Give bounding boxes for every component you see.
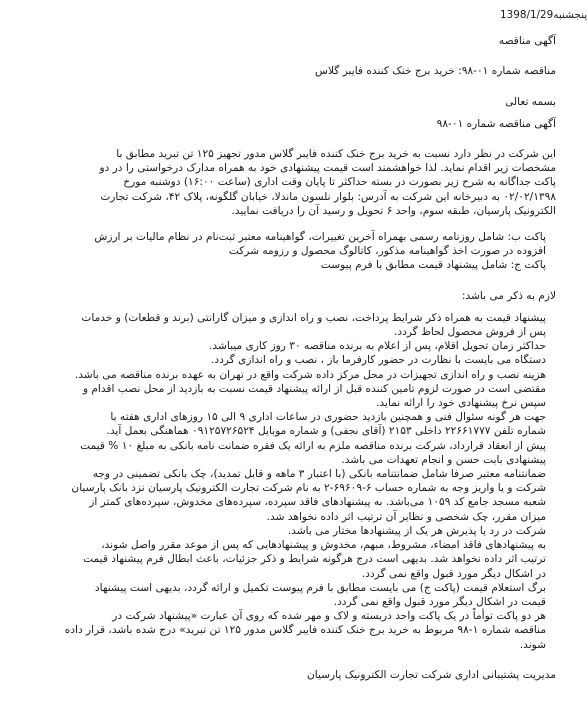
requirement-line: پیشنهادی بابت حسن و انجام تعهدات می باشد. xyxy=(341,453,546,466)
requirement-line: شعبه مسجد جامع کد ۱۰۵۹ می‌باشد. به پیشنهادهای فاقد سپرده، سپرده‌های مخدوش، سپرده‌های کمتر از xyxy=(89,496,546,509)
requirement-line: به پیشنهادهای فاقد امضاء، مشروط، مبهم، مخدوش و پیشنهادهایی که پس از موعد مقرر واصل شوند، xyxy=(101,539,546,552)
requirement-line: پیش از انعقاد قرارداد، شرکت برنده مناقصه ملزم به ارائه یک فقره ضمانت نامه بانکی به مبلغ ۱۰ % قیمت xyxy=(80,439,546,452)
requirement-line: برگ استعلام قیمت (پاکت ج) می بایست مطابق با فرم پیوست تکمیل و ارائه گردد، بدیهی است پیشنهاد xyxy=(94,581,546,594)
notice-number: آگهی مناقصه شماره ۰۱-۹۸ xyxy=(436,117,556,130)
requirement-line: پیشنهاد قیمت به همراه ذکر شرایط پرداخت، نصب و راه اندازی و میزان گارانتی (برند و قطعات) و خدمات xyxy=(81,311,546,324)
basmala: بسمه تعالی xyxy=(505,95,556,108)
envelope-line: افزوده در صورت اخذ گواهینامه مذکور، کاتالوگ محصول و رزومه شرکت xyxy=(228,245,546,258)
requirement-line: شرکت در رد یا پذیرش هر یک از پیشنهادها مختار می باشد. xyxy=(287,524,546,537)
requirement-line: ضمانتنامه معتبر صرفا شامل ضمانتنامه بانکی (با اعتبار ۳ ماهه و قابل تمدید)، چک بانکی تضمینی در وجه xyxy=(92,468,546,481)
intro-line: الکترونیک پارسیان، طبقه سوم، واحد ۶ تحویل و رسید آن را دریافت نمایید. xyxy=(231,204,556,217)
notice-heading: آگهی مناقصه xyxy=(498,35,556,48)
requirement-line: جهت هر گونه سئوال فنی و همچنین بازدید حضوری در ساعات اداری ۹ الی ۱۵ روزهای اداری هفته با xyxy=(110,411,546,424)
requirement-line: میزان مقرر، چک شخصی و نظایر آن ترتیب اثر داده نخواهد شد. xyxy=(266,510,546,523)
intro-paragraph xyxy=(10,147,556,218)
requirement-line: شوند. xyxy=(519,638,546,651)
intro-line: پاکت جداگانه به شرح زیر بصورت در بسته حداکثر تا پایان وقت اداری (ساعت ۱۶:۰۰) دوشنبه مورخ xyxy=(123,176,556,189)
requirement-line: مقتضی است در صورت لزوم تامین کننده قبل از ارائه پیشنهاد قیمت نسبت به بازدید از محل نصب اقدام و xyxy=(82,382,546,395)
requirement-line: هزینه نصب و راه اندازی تجهیزات در محل مرکز داده شرکت واقع در تهران به عهده برنده مناقصه می باشد. xyxy=(74,368,546,381)
intro-line: مشخصات زیر اقدام نماید. لذا خواهشمند است قیمت پیشنهادی خود به همراه مدارک درخواستی را در دو xyxy=(99,162,556,175)
signature: مدیریت پشتیبانی اداری شرکت تجارت الکترونیک پارسیان xyxy=(306,668,556,681)
intro-line: این شرکت در نظر دارد نسبت به خرید برج خنک کننده فایبر گلاس مدور تجهیز ۱۲۵ تن تبرید مطابق با xyxy=(116,148,556,161)
requirement-line: مناقصه شماره ۱-۹۸ مربوط به خرید برج خنک کننده فایبر گلاس مدور ۱۲۵ تن تبرید» درج شده باشد، قرار داده xyxy=(64,624,546,637)
envelope-line: پاکت ب: شامل روزنامه رسمی بهمراه آخرین تغییرات، گواهینامه معتبر ثبت‌نام در نظام مالیات بر ارزش xyxy=(94,231,546,244)
envelopes-paragraph xyxy=(10,230,556,273)
requirements-list xyxy=(10,311,556,652)
requirement-line: هر دو پاکت توأماً در یک پاکت واحد دربسته و لاک و مهر شده که روی آن عبارت «پیشنهاد شرکت در xyxy=(112,610,546,623)
requirement-line: پس از فروش محصول لحاظ گردد. xyxy=(394,326,546,339)
requirement-line: ترتیب اثر داده نخواهد شد. بدیهی است درج هرگونه شرایط و ذکر جزئیات، باعث ابطال فرم پیشنهاد قیمت xyxy=(83,553,546,566)
envelope-line: پاکت ج: شامل پیشنهاد قیمت مطابق با فرم پیوست xyxy=(320,259,546,272)
intro-line: ۰۲/۰۲/۱۳۹۸ به دبیرخانه این شرکت به آدرس: بلوار نلسون ماندلا، خیابان گلگونه، پلاک ۴۲، شرکت تجارت xyxy=(100,190,556,203)
requirement-line: قیمت در اشکال دیگر مورد قبول واقع نمی گردد. xyxy=(333,595,546,608)
requirement-line: شرکت و یا واریز وجه به شماره حساب ۶-۶۹۶۰۹-۲ به نام شرکت تجارت الکترونیک پارسیان نزد بانک پارسیان xyxy=(71,482,546,495)
date-line: 1398/1/29پنجشنبه xyxy=(500,9,587,21)
requirement-line: دستگاه می بایست با نظارت در حضور کارفرما باز ، نصب و راه اندازی گردد. xyxy=(210,354,546,367)
requirement-line: در اشکال دیگر مورد قبول واقع نمی گردد. xyxy=(361,567,546,580)
requirement-line: حداکثر زمان تحویل اقلام، پس از اعلام به برنده مناقصه ۳۰ روز کاری میباشد. xyxy=(209,340,546,353)
tender-title: مناقصه شماره ۰۱-۹۸: خرید برج خنک کننده فایبر گلاس xyxy=(315,65,556,78)
requirement-line: شماره تلفن ۲۲۶۶۱۷۷۷ داخلی ۲۱۵۳ (آقای نجفی) و شماره موبایل ۰۹۱۲۵۷۲۶۵۲۴ هماهنگی بعمل آید. xyxy=(106,425,546,438)
requirement-line: سپس نرخ پیشنهادی خود را ارائه نماید. xyxy=(376,397,546,410)
requirements-heading: لازم به ذکر می باشد: xyxy=(461,289,556,302)
